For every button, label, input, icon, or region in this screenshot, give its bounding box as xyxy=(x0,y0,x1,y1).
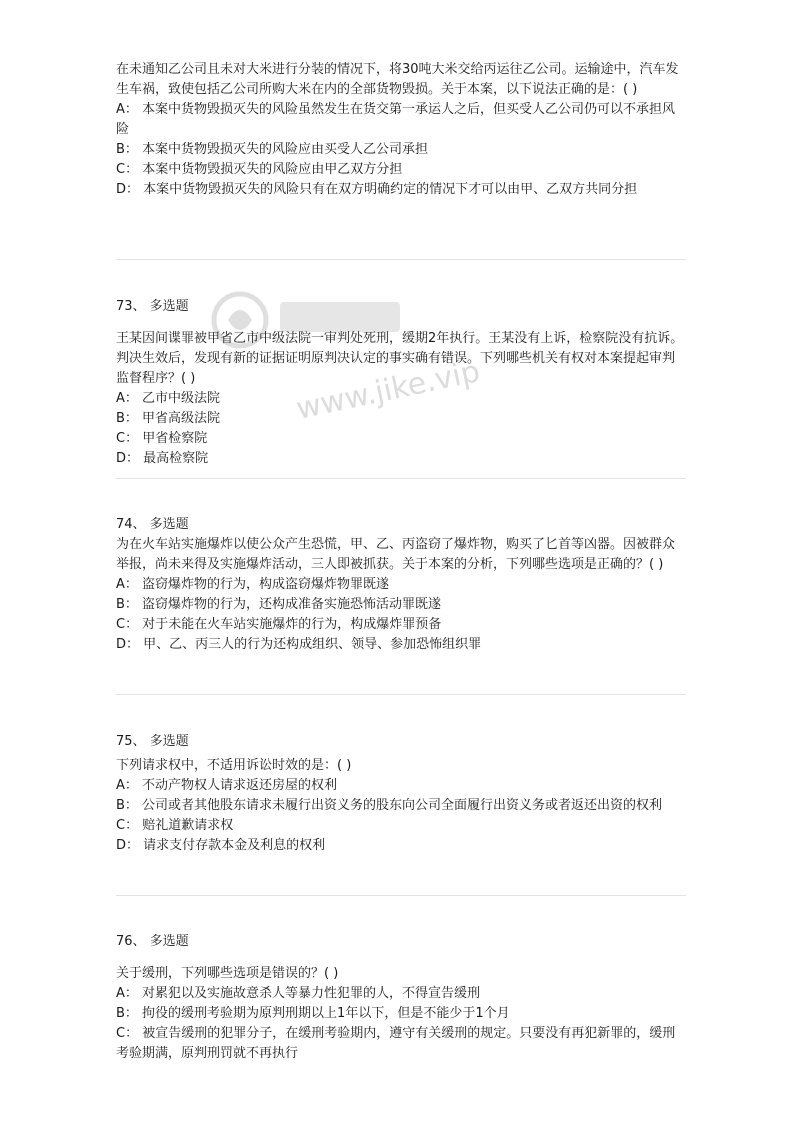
option-b: B： 公司或者其他股东请求未履行出资义务的股东向公司全面履行出资义务或者返还出资的权利 xyxy=(116,798,663,813)
option-d: D： 请求支付存款本金及利息的权利 xyxy=(116,838,326,853)
watermark-text: www.jike.vip xyxy=(293,353,483,427)
question-header: 73、 多选题 xyxy=(116,299,189,314)
divider xyxy=(116,478,686,479)
option-a: A： 不动产物权人请求返还房屋的权利 xyxy=(116,778,338,793)
question-74 xyxy=(116,515,686,655)
option-b: B： 本案中货物毁损灭失的风险应由买受人乙公司承担 xyxy=(116,142,429,157)
option-c: C： 甲省检察院 xyxy=(116,431,208,446)
divider xyxy=(116,259,686,260)
question-header: 76、 多选题 xyxy=(116,934,189,949)
option-b: B： 拘役的缓刑考验期为原判刑期以上1年以下，但是不能少于1个月 xyxy=(116,1006,510,1021)
option-a: A： 盗窃爆炸物的行为，构成盗窃爆炸物罪既遂 xyxy=(116,577,390,592)
option-d: D： 甲、乙、丙三人的行为还构成组织、领导、参加恐怖组织罪 xyxy=(116,637,482,652)
option-d: D： 最高检察院 xyxy=(116,451,209,466)
question-stem: 关于缓刑，下列哪些选项是错误的？( ) xyxy=(116,966,339,981)
question-header: 74、 多选题 xyxy=(116,517,189,532)
question-stem: 为在火车站实施爆炸以使公众产生恐慌，甲、乙、丙盗窃了爆炸物，购买了匕首等凶器。因被群众举报，尚未来得及实施爆炸活动，三人即被抓获。关于本案的分析，下列哪些选项是正确的？( ) xyxy=(116,537,676,572)
option-c: C： 对于未能在火车站实施爆炸的行为，构成爆炸罪预备 xyxy=(116,617,442,632)
prev-question xyxy=(116,60,686,200)
divider xyxy=(116,694,686,695)
question-stem: 在未通知乙公司且未对大米进行分装的情况下，将30吨大米交给丙运往乙公司。运输途中，汽车发生车祸，致使包括乙公司所购大米在内的全部货物毁损。关于本案，以下说法正确的是：( ) xyxy=(116,62,679,97)
question-73 xyxy=(116,297,686,469)
option-d: D： 本案中货物毁损灭失的风险只有在双方明确约定的情况下才可以由甲、乙双方共同分担 xyxy=(116,182,638,197)
option-c: C： 赔礼道歉请求权 xyxy=(116,818,234,833)
divider xyxy=(116,895,686,896)
option-a: A： 对累犯以及实施故意杀人等暴力性犯罪的人，不得宣告缓刑 xyxy=(116,986,481,1001)
option-b: B： 盗窃爆炸物的行为，还构成准备实施恐怖活动罪既遂 xyxy=(116,597,442,612)
option-a: A： 乙市中级法院 xyxy=(116,391,221,406)
question-75 xyxy=(116,732,686,856)
option-c: C： 本案中货物毁损灭失的风险应由甲乙双方分担 xyxy=(116,162,403,177)
question-header: 75、 多选题 xyxy=(116,734,189,749)
question-stem: 王某因间谍罪被甲省乙市中级法院一审判处死刑，缓期2年执行。王某没有上诉，检察院没有抗诉。判决生效后，发现有新的证据证明原判决认定的事实确有错误。下列哪些机关有权对本案提起审判监督程序？( ) xyxy=(116,331,684,386)
option-a: A： 本案中货物毁损灭失的风险虽然发生在货交第一承运人之后，但买受人乙公司仍可以不承担风险 xyxy=(116,102,676,137)
question-stem: 下列请求权中，不适用诉讼时效的是：( ) xyxy=(116,758,352,773)
option-c: C： 被宣告缓刑的犯罪分子，在缓刑考验期内，遵守有关缓刑的规定。只要没有再犯新罪的，缓刑考验期满，原判刑罚就不再执行 xyxy=(116,1026,676,1061)
question-76 xyxy=(116,932,686,1064)
option-b: B： 甲省高级法院 xyxy=(116,411,221,426)
